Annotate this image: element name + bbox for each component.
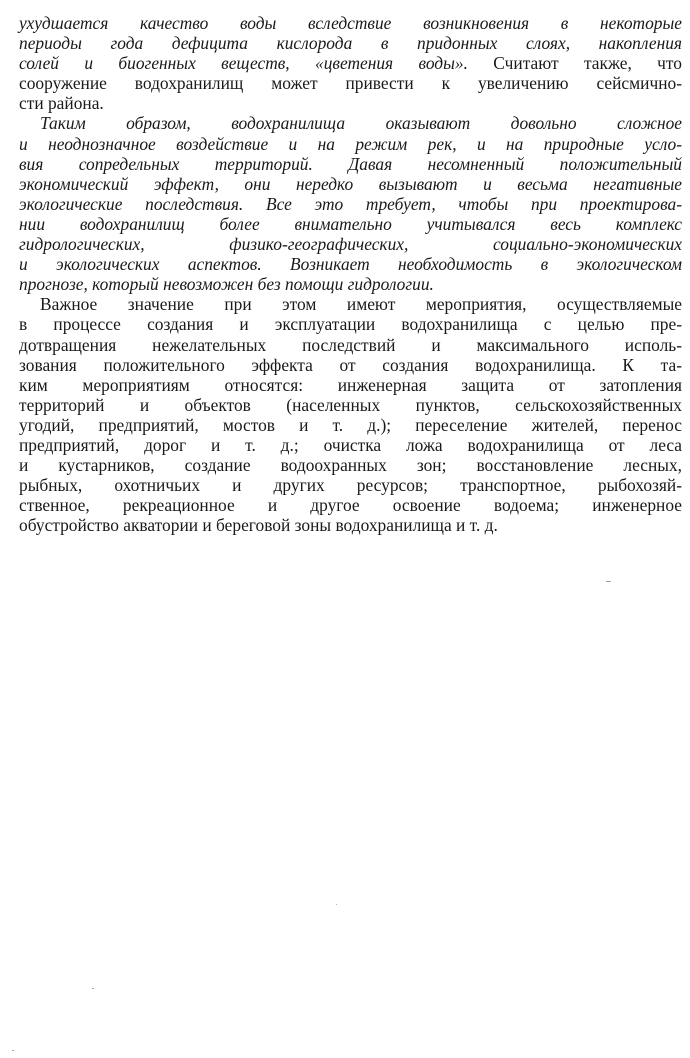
text-segment: ким мероприятиям относятся: инженерная защита от затопления xyxy=(19,374,682,395)
paragraph xyxy=(19,13,682,113)
text-line xyxy=(19,515,682,535)
scan-speck xyxy=(336,904,337,905)
text-line xyxy=(19,455,682,475)
italic-text: экономический эффект, они нередко вызывают и весьма негативные xyxy=(19,173,682,194)
text-line xyxy=(19,134,682,154)
text-segment: территорий и объектов (населенных пунктов, сельскохозяйственных xyxy=(19,394,682,415)
italic-text: и экологических аспектов. Возникает необходимость в экологическом xyxy=(19,254,682,275)
italic-text: вия сопредельных территорий. Давая несомненный положительный xyxy=(19,153,682,174)
text-segment: сти района. xyxy=(19,93,104,114)
text-line xyxy=(19,234,682,254)
italic-text: солей и биогенных веществ, «цветения воды». xyxy=(19,53,468,74)
italic-text: нии водохранилищ более внимательно учитывался весь комплекс xyxy=(19,213,682,234)
text-line xyxy=(19,73,682,93)
text-line xyxy=(19,495,682,515)
text-line xyxy=(19,93,682,113)
paragraph xyxy=(19,294,682,535)
text-line xyxy=(19,274,682,294)
italic-text: и неоднозначное воздействие и на режим рек, и на природные усло- xyxy=(19,133,682,154)
text-line xyxy=(19,415,682,435)
text-line xyxy=(19,475,682,495)
text-segment: Считают также, что xyxy=(467,53,682,74)
text-line xyxy=(19,294,682,314)
text-segment: угодий, предприятий, мостов и т. д.); переселение жителей, перенос xyxy=(19,414,682,435)
text-segment: предприятий, дорог и т. д.; очистка ложа водохранилища от леса xyxy=(19,434,682,455)
text-line xyxy=(19,335,682,355)
text-segment: рыбных, охотничьих и других ресурсов; транспортное, рыбохозяй- xyxy=(19,475,682,496)
text-segment: дотвращения нежелательных последствий и максимального исполь- xyxy=(19,334,682,355)
italic-text: прогнозе, который невозможен без помощи гидрологии. xyxy=(19,274,434,295)
scan-speck xyxy=(92,988,94,989)
text-line xyxy=(19,314,682,334)
text-segment: и кустарников, создание водоохранных зон; восстановление лесных, xyxy=(19,455,682,476)
text-line xyxy=(19,33,682,53)
italic-text: Таким образом, водохранилища оказывают довольно сложное xyxy=(40,113,682,134)
text-line xyxy=(19,355,682,375)
text-segment: Важное значение при этом имеют мероприятия, осуществляемые xyxy=(40,294,682,315)
text-line xyxy=(19,174,682,194)
text-line xyxy=(19,13,682,33)
text-line xyxy=(19,113,682,133)
text-line xyxy=(19,395,682,415)
text-line xyxy=(19,53,682,73)
text-line xyxy=(19,194,682,214)
italic-text: гидрологических, физико-географических, социально-экономических xyxy=(19,234,682,255)
text-segment: ственное, рекреационное и другое освоение водоема; инженерное xyxy=(19,495,682,516)
text-segment: сооружение водохранилищ может привести к увеличению сейсмично- xyxy=(19,73,682,94)
scan-speck xyxy=(12,1050,14,1051)
scan-speck xyxy=(606,581,611,582)
paragraph xyxy=(19,113,682,294)
text-line xyxy=(19,435,682,455)
italic-text: ухудшается качество воды вследствие возникновения в некоторые xyxy=(19,13,682,33)
text-segment: зования положительного эффекта от создания водохранилища. К та- xyxy=(19,354,682,375)
text-segment: обустройство акватории и береговой зоны водохранилища и т. д. xyxy=(19,515,498,536)
text-line xyxy=(19,375,682,395)
text-line xyxy=(19,254,682,274)
page-body xyxy=(19,13,682,535)
italic-text: периоды года дефицита кислорода в придонных слоях, накопления xyxy=(19,33,682,54)
text-segment: в процессе создания и эксплуатации водохранилища с целью пре- xyxy=(19,314,682,335)
italic-text: экологические последствия. Все это требует, чтобы при проектирова- xyxy=(19,193,682,214)
text-line xyxy=(19,154,682,174)
text-line xyxy=(19,214,682,234)
